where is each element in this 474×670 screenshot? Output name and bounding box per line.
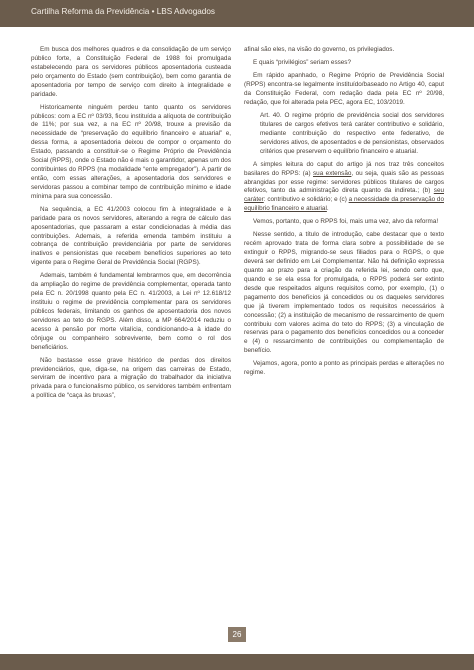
underlined-term: seu caráter <box>244 187 444 204</box>
page-number-box <box>228 627 246 642</box>
text-span: , ou seja, quais são as pessoas abrangidas por esse regime: servidores públicos titulares de cargos efetivos, tanto da administração direta quanto da indireta.; (b) <box>244 169 444 195</box>
text-span: : contributivo e solidário; e (c) <box>263 196 349 204</box>
page-number: 26 <box>232 629 242 639</box>
paragraph: Historicamente ninguém perdeu tanto quanto os servidores públicos: com a EC nº 03/93, ficou instituída a alíquota de contribuição de 11%; por sua vez, a na EC nº 20/98, trouxe a previsão da necessidade de “preservação do equilíbrio financeiro e atuarial” e, dessa forma, a aposentadoria deixou de compor o orçamento do Estado, passando a constituir-se o Regime Próprio de Previdência Social (RPPS), onde o Estado não é mais o garantidor, apenas um dos contribuintes do RPPS (na modalidade “ente empregador”). A partir de então, com essas alterações, a aposentadoria dos servidores e servidoras passou a combinar tempo de contribuição mínimo e idade mínima para sua concessão. <box>31 103 231 200</box>
paragraph: Vejamos, agora, ponto a ponto as principais perdas e alterações no regime. <box>244 360 444 377</box>
document-title: Cartilha Reforma da Previdência • LBS Advogados <box>31 7 216 16</box>
paragraph: Nesse sentido, a título de introdução, cabe destacar que o texto recém aprovado trata de forma clara sobre a possibilidade de se extinguir o RPPS, migrando-se seus filiados para o RGPS, o que deverá ser definido em Lei Complementar. Não há definição expressa quanto ao prazo para a criação da referida lei, sendo certo que, quando e se ela essa for promulgada, o RPPS poderá ser extinto desde que respeitados alguns requisitos como, por exemplo, (1) o pagamento dos benefícios já concedidos ou os daqueles servidores que já tiverem implementado todos os requisitos necessários à concessão; (2) a instituição de mecanismo de ressarcimento de quem contribuiu com valores acima do teto do RPPS; (3) a vinculação de reservas para o pagamento dos benefícios concedidos ou a conceder e (4) o ressarcimento de contribuições ou complementação de benefício. <box>244 231 444 355</box>
underlined-term: a necessidade da preservação do equilíbrio financeiro e atuarial <box>244 196 444 213</box>
paragraph: Vemos, portanto, que o RPPS foi, mais uma vez, alvo da reforma! <box>253 218 439 226</box>
paragraph: afinal são eles, na visão do governo, os privilegiados. <box>244 46 395 53</box>
paragraph: Em rápido apanhado, o Regime Próprio de Previdência Social (RPPS) encontra-se legalmente instituído/baseado no Artigo 40, caput da Constituição Federal, com redação dada pela EC nº 20/98, redação, que foi alterada pela PEC, agora EC, 103/2019. <box>244 72 444 106</box>
header-bar <box>0 0 474 27</box>
paragraph: Não bastasse esse grave histórico de perdas dos direitos previdenciários, que, diga-se, na origem das carreiras de Estado, serviram de incentivo para a migração do trabalhador da iniciativa privada para o funcionalismo público, os servidores também enfrentam a política de “caça às bruxas”, <box>31 356 231 400</box>
text-span: . <box>326 205 329 213</box>
paragraph <box>244 161 444 214</box>
paragraph: Na sequência, a EC 41/2003 colocou fim à integralidade e à paridade para os novos servidores, alterando a regra de cálculo das aposentadorias, que passaram a estar condicionadas à média das contribuições. Ademais, a referida emenda também instituiu a cobrança de contribuição previdenciária por parte de servidores inativos e pensionistas que recebem benefícios superiores ao teto vigente para o Regime Geral de Previdência Social (RGPS). <box>31 205 231 267</box>
paragraph: Ademais, também é fundamental lembrarmos que, em decorrência da ampliação do regime de previdência complementar, operada tanto pela EC n. 20/1998 quanto pela EC n. 41/2003, a Lei nº 12.618/12 instituiu o regime de previdência complementar para os servidores públicos federais, limitando os ganhos de aposentadoria dos novos servidores ao teto do RGPS. Além disso, a MP 664/2014 reduziu o acesso à pensão por morte vitalícia, condicionando-a à idade do cônjuge ou companheiro sobrevivente, bem como o rol dos beneficiários. <box>31 272 231 351</box>
underlined-term: sua extensão <box>313 169 352 177</box>
paragraph: E quais “privilégios” seriam esses? <box>253 59 352 67</box>
text-span: A simples leitura do caput do artigo já nos traz três conceitos basilares do RPPS: (a) <box>244 160 444 177</box>
left-column <box>31 46 231 405</box>
footer-bar <box>0 654 474 670</box>
paragraph: Em busca dos melhores quadros e da consolidação de um serviço público forte, a Constituição Federal de 1988 foi promulgada estabelecendo para os servidores públicos aposentadoria custeada pelo orçamento do Estado (sem contribuição), bem como garantia de aposentadoria por tempo de serviço com direito à integralidade e paridade. <box>31 46 231 98</box>
right-column <box>244 46 444 382</box>
legal-quote: Art. 40. O regime próprio de previdência social dos servidores titulares de cargos efetivos terá caráter contributivo e solidário, mediante contribuição do respectivo ente federativo, de servidores ativos, de aposentados e de pensionistas, observados critérios que preservem o equilíbrio financeiro e atuarial. <box>260 112 444 155</box>
